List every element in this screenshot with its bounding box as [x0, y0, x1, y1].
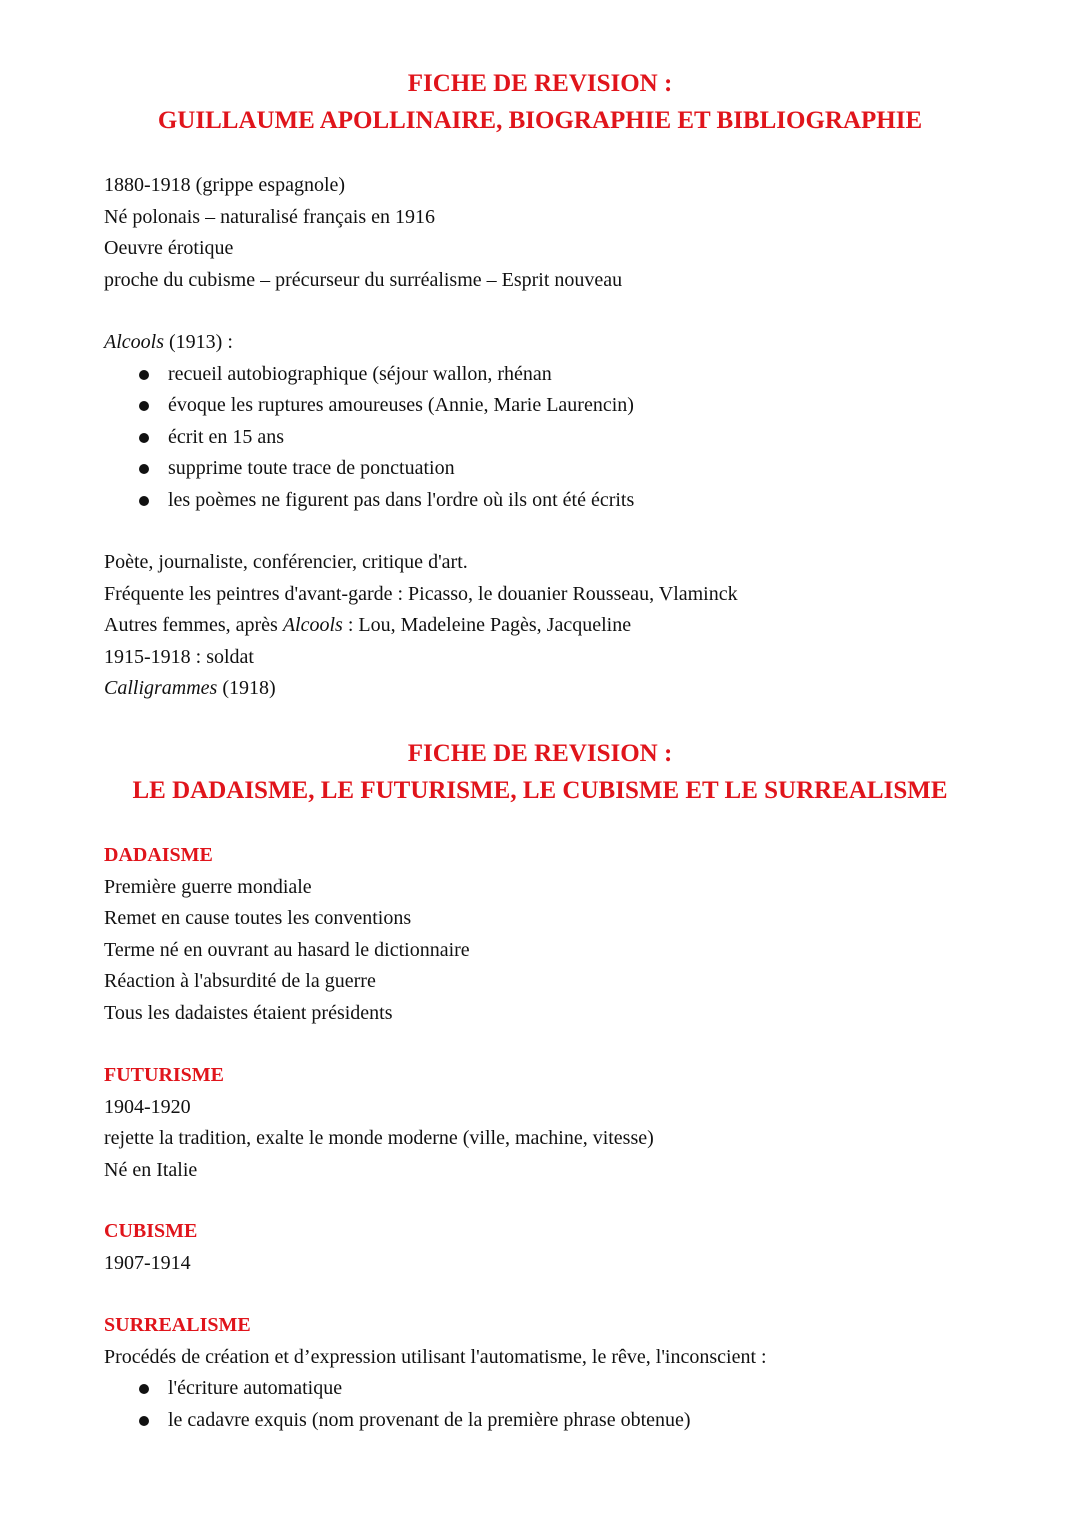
sheet1-title: [0, 65, 1080, 139]
sheet2-title: [0, 735, 1080, 809]
alcools-title: Alcools: [104, 331, 164, 353]
more-line: 1915-1918 : soldat: [104, 645, 254, 668]
fact-line: Oeuvre érotique: [104, 237, 234, 259]
sheet2-title-line1: FICHE DE REVISION :: [407, 740, 673, 767]
apollinaire-more: [104, 547, 1004, 705]
sheet1-title-line2: GUILLAUME APOLLINAIRE, BIOGRAPHIE ET BIBLIOGRAPHIE: [157, 107, 923, 134]
sheet1-title-line1: FICHE DE REVISION :: [407, 70, 673, 97]
surrealisme-bullet-list: [104, 1373, 1004, 1436]
fact-line: 1880-1918 (grippe espagnole): [104, 174, 346, 196]
futurisme-line: rejette la tradition, exalte le monde moderne (ville, machine, vitesse): [104, 1127, 654, 1149]
list-item: les poèmes ne figurent pas dans l'ordre où ils ont été écrits: [104, 485, 1004, 517]
dadaisme-section: [104, 840, 1004, 1029]
bullet-icon: [139, 496, 149, 506]
futurisme-line: Né en Italie: [104, 1158, 198, 1181]
surrealisme-heading: SURREALISME: [104, 1314, 251, 1336]
dadaisme-line: Première guerre mondiale: [104, 875, 312, 898]
futurisme-line: 1904-1920: [104, 1095, 191, 1118]
surrealisme-intro: Procédés de création et d’expression utilisant l'automatisme, le rêve, l'inconscient :: [104, 1345, 767, 1368]
alcools-heading: [104, 327, 1004, 359]
more-line: Calligrammes (1918): [104, 677, 276, 699]
list-item: le cadavre exquis (nom provenant de la première phrase obtenue): [104, 1405, 1004, 1437]
bullet-icon: [139, 464, 149, 474]
list-item: supprime toute trace de ponctuation: [104, 453, 1004, 485]
alcools-date: (1913) :: [164, 331, 233, 353]
alcools-section: [104, 327, 1004, 516]
alcools-bullet-list: [104, 359, 1004, 517]
dadaisme-heading: DADAISME: [104, 844, 213, 866]
dadaisme-line: Réaction à l'absurdité de la guerre: [104, 970, 376, 992]
bullet-icon: [139, 433, 149, 443]
sheet2-title-line2: LE DADAISME, LE FUTURISME, LE CUBISME ET LE SURREALISME: [132, 777, 948, 804]
fact-line: Né polonais – naturalisé français en 1916: [104, 205, 436, 228]
list-item: recueil autobiographique (séjour wallon, rhénan: [104, 359, 1004, 391]
list-item: l'écriture automatique: [104, 1373, 1004, 1405]
fact-line: proche du cubisme – précurseur du surréalisme – Esprit nouveau: [104, 268, 623, 291]
more-line: Poète, journaliste, conférencier, critique d'art.: [104, 551, 468, 573]
dadaisme-line: Terme né en ouvrant au hasard le dictionnaire: [104, 938, 470, 961]
list-item: évoque les ruptures amoureuses (Annie, Marie Laurencin): [104, 390, 1004, 422]
futurisme-heading: FUTURISME: [104, 1064, 225, 1086]
apollinaire-facts: [104, 170, 1004, 296]
dadaisme-line: Remet en cause toutes les conventions: [104, 907, 412, 929]
futurisme-section: [104, 1060, 1004, 1186]
more-line: Autres femmes, après Alcools : Lou, Madeleine Pagès, Jacqueline: [104, 614, 632, 636]
cubisme-line: 1907-1914: [104, 1251, 191, 1274]
bullet-icon: [139, 1384, 149, 1394]
surrealisme-section: [104, 1310, 1004, 1436]
dadaisme-line: Tous les dadaistes étaient présidents: [104, 1001, 393, 1024]
cubisme-section: [104, 1216, 1004, 1279]
bullet-icon: [139, 1416, 149, 1426]
more-line: Fréquente les peintres d'avant-garde : Picasso, le douanier Rousseau, Vlaminck: [104, 582, 738, 605]
list-item: écrit en 15 ans: [104, 422, 1004, 454]
bullet-icon: [139, 370, 149, 380]
cubisme-heading: CUBISME: [104, 1220, 198, 1242]
bullet-icon: [139, 401, 149, 411]
